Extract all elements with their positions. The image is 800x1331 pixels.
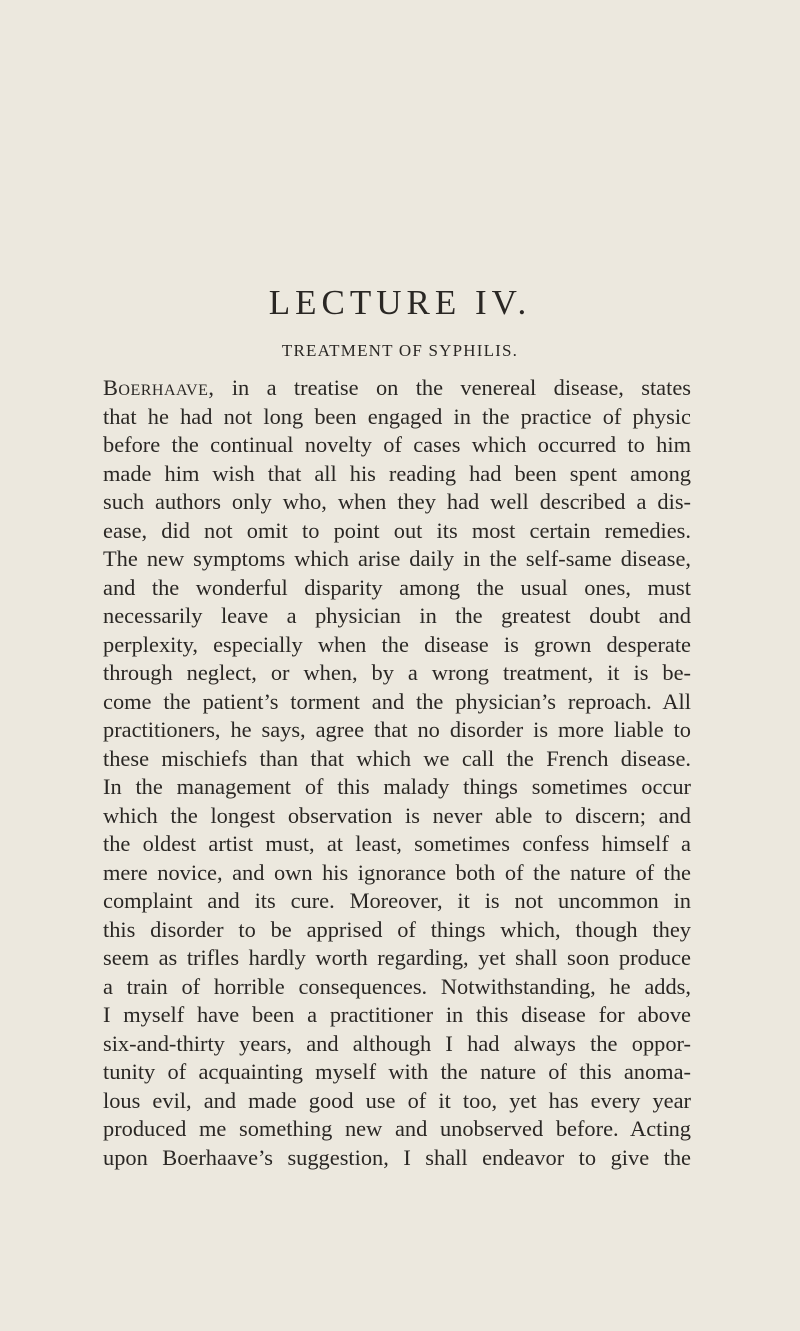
text-line-26: lous evil, and made good use of it too, yet has every year — [103, 1087, 691, 1113]
lecture-title: LECTURE IV. — [268, 283, 532, 322]
text-line-1-rest: in a treatise on the venereal disease, states — [214, 375, 691, 400]
text-line-27: produced me something new and unobserved before. Acting — [103, 1116, 691, 1141]
text-line-4: made him wish that all his reading had been spent among — [103, 460, 691, 486]
text-line-1 — [103, 374, 691, 403]
text-line-14: these mischiefs than that which we call the French disease. — [103, 745, 691, 771]
text-line-7: The new symptoms which arise daily in the self-same disease, — [103, 546, 691, 571]
text-line-2: that he had not long been engaged in the practice of physic — [103, 403, 691, 429]
body-paragraph — [103, 374, 691, 1172]
text-line-16: which the longest observation is never able to discern; and — [103, 802, 691, 828]
text-line-19: complaint and its cure. Moreover, it is not uncommon in — [103, 888, 691, 913]
text-line-21: seem as trifles hardly worth regarding, yet shall soon produce — [103, 945, 691, 970]
text-line-5: such authors only who, when they had well described a dis- — [103, 489, 691, 514]
text-line-18: mere novice, and own his ignorance both of the nature of the — [103, 859, 691, 885]
lead-word: Boerhaave, — [103, 375, 215, 400]
text-line-8: and the wonderful disparity among the usual ones, must — [103, 574, 691, 600]
text-line-9: necessarily leave a physician in the greatest doubt and — [103, 603, 691, 628]
text-line-28: upon Boerhaave’s suggestion, I shall endeavor to give the — [103, 1144, 691, 1170]
text-line-3: before the continual novelty of cases which occurred to him — [103, 432, 691, 457]
section-title: TREATMENT OF SYPHILIS. — [281, 341, 519, 360]
text-line-20: this disorder to be apprised of things which, though they — [103, 916, 691, 942]
text-line-15: In the management of this malady things sometimes occur — [103, 774, 691, 799]
text-line-6: ease, did not omit to point out its most certain remedies. — [103, 517, 691, 543]
text-line-11: through neglect, or when, by a wrong treatment, it is be- — [103, 660, 691, 685]
text-line-13: practitioners, he says, agree that no disorder is more liable to — [103, 717, 691, 742]
text-line-17: the oldest artist must, at least, sometimes confess himself a — [103, 831, 691, 856]
text-line-23: I myself have been a practitioner in this disease for above — [103, 1002, 691, 1027]
text-line-24: six-and-thirty years, and although I had always the oppor- — [103, 1030, 691, 1056]
text-line-25: tunity of acquainting myself with the nature of this anoma- — [103, 1059, 691, 1084]
text-line-10: perplexity, especially when the disease is grown desperate — [103, 631, 691, 657]
text-line-22: a train of horrible consequences. Notwithstanding, he adds, — [103, 973, 691, 999]
text-line-12: come the patient’s torment and the physician’s reproach. All — [103, 688, 691, 714]
